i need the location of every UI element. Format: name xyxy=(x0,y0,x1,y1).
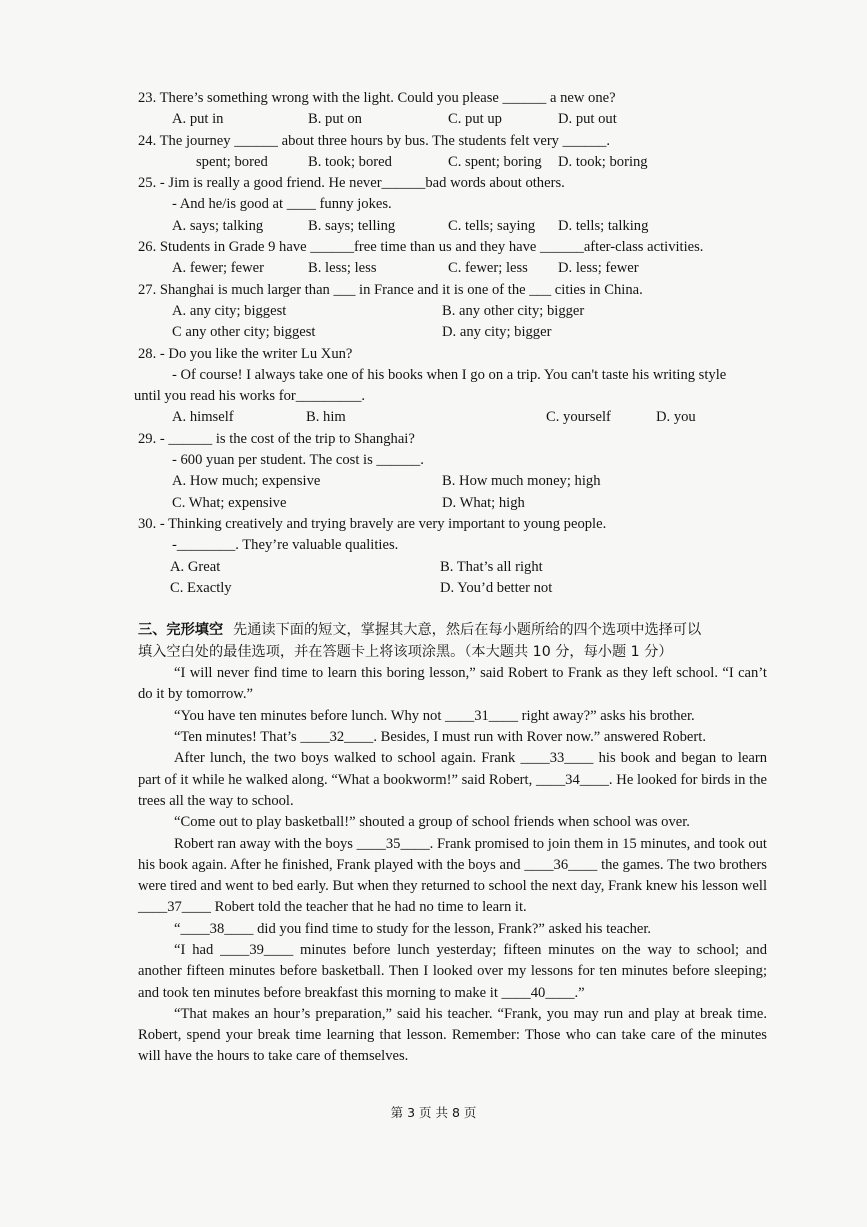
option: D. tells; talking xyxy=(558,217,649,234)
question-28-reply-cont: until you read his works for_________. xyxy=(134,388,366,405)
page-number: 第 3 页 共 8 页 xyxy=(390,1105,477,1120)
option: D. you xyxy=(656,409,696,426)
option: spent; bored xyxy=(196,153,268,170)
option: A. Great xyxy=(170,558,221,575)
question-24-stem: 24. The journey ______ about three hours by bus. The students felt very ______. xyxy=(138,132,611,149)
question-28-options xyxy=(138,407,767,428)
question-27-stem: 27. Shanghai is much larger than ___ in France and it is one of the ___ cities in China. xyxy=(138,281,643,298)
passage-paragraph: “That makes an hour’s preparation,” said his teacher. “Frank, you may run and play at break time. Robert, spend your break time learning that lesson. Remember: Those who can take care of the minutes will have the hours to take care of themselves. xyxy=(138,1005,767,1065)
option: D. You’d better not xyxy=(440,579,553,596)
option: B. How much money; high xyxy=(442,473,601,490)
option: D. less; fewer xyxy=(558,260,639,277)
option: A. fewer; fewer xyxy=(172,260,264,277)
option: D. any city; bigger xyxy=(442,324,552,341)
option: A. himself xyxy=(172,409,234,426)
section-title: 三、完形填空 xyxy=(138,622,224,639)
option: C. spent; boring xyxy=(448,153,542,170)
question-29-stem: 29. - ______ is the cost of the trip to Shanghai? xyxy=(138,430,415,447)
passage-paragraph: After lunch, the two boys walked to school again. Frank ____33____ his book and began to learn part of it while he walked along. “What a bookworm!” said Robert, ____34____. He looked for birds in the trees all the way to school. xyxy=(138,750,767,809)
option: C. fewer; less xyxy=(448,260,528,277)
question-26-stem: 26. Students in Grade 9 have ______free time than us and they have ______after-class activities. xyxy=(138,239,704,256)
option: C. put up xyxy=(448,111,502,128)
option: A. says; talking xyxy=(172,217,264,234)
section-cloze-heading xyxy=(138,619,767,641)
option: A. any city; biggest xyxy=(172,302,287,319)
option: A. put in xyxy=(172,111,224,128)
question-30-reply: -________. They’re valuable qualities. xyxy=(172,537,399,554)
option: A. How much; expensive xyxy=(172,473,321,490)
option: B. less; less xyxy=(308,260,377,277)
passage-paragraph: “I will never find time to learn this boring lesson,” said Robert to Frank as they left school. “I can’t do it by tomorrow.” xyxy=(138,665,767,703)
option: B. That’s all right xyxy=(440,558,543,575)
option: C. yourself xyxy=(546,409,611,426)
passage-paragraph: Robert ran away with the boys ____35____. Frank promised to join them in 15 minutes, and took out his book again. After he finished, Frank played with the boys and ____36____ the games. The two brothers were tired and went to bed early. But when they returned to school the next day, Frank knew his lesson well ____37____ Robert told the teacher that he had no time to learn it. xyxy=(138,835,767,916)
option: B. any other city; bigger xyxy=(442,302,585,319)
passage-paragraph: “Ten minutes! That’s ____32____. Besides, I must run with Rover now.” answered Robert. xyxy=(174,729,706,746)
question-23-options xyxy=(138,109,767,130)
option: C. tells; saying xyxy=(448,217,536,234)
question-24-options xyxy=(138,152,767,173)
option: D. put out xyxy=(558,111,617,128)
question-27-options xyxy=(138,301,767,344)
question-29-reply: - 600 yuan per student. The cost is ______. xyxy=(172,452,424,469)
option: D. took; boring xyxy=(558,153,648,170)
question-28-reply: - Of course! I always take one of his books when I go on a trip. You can't taste his writing style xyxy=(172,366,727,383)
section-cloze-heading-2 xyxy=(138,641,767,663)
question-23-stem: 23. There’s something wrong with the light. Could you please ______ a new one? xyxy=(138,90,616,106)
question-28-stem: 28. - Do you like the writer Lu Xun? xyxy=(138,345,353,362)
section-instructions-cont: 填入空白处的最佳选项，并在答题卡上将该项涂黑。（本大题共 10 分，每小题 1 分） xyxy=(138,644,673,661)
question-29-options xyxy=(138,471,767,514)
question-26-options xyxy=(138,258,767,279)
passage-paragraph: “Come out to play basketball!” shouted a group of school friends when school was over. xyxy=(174,814,690,831)
option: B. took; bored xyxy=(308,153,392,170)
option: C. Exactly xyxy=(170,579,232,596)
option: B. him xyxy=(306,409,346,426)
option: B. says; telling xyxy=(308,217,396,234)
option: C any other city; biggest xyxy=(172,324,316,341)
option: B. put on xyxy=(308,111,362,128)
question-25-stem: 25. - Jim is really a good friend. He never______bad words about others. xyxy=(138,175,565,192)
passage-paragraph: “You have ten minutes before lunch. Why not ____31____ right away?” asks his brother. xyxy=(174,707,695,724)
question-30-stem: 30. - Thinking creatively and trying bravely are very important to young people. xyxy=(138,515,607,532)
passage-paragraph: “____38____ did you find time to study for the lesson, Frank?” asked his teacher. xyxy=(174,920,652,937)
question-30-options xyxy=(138,557,767,600)
passage-paragraph: “I had ____39____ minutes before lunch yesterday; fifteen minutes on the way to school; and another fifteen minutes before basketball. Then I looked over my lessons for ten minutes before sleeping; and took ten minutes before breakfast this morning to make it ____40____.” xyxy=(138,941,767,1001)
cloze-passage xyxy=(138,663,767,1068)
section-instructions: 先通读下面的短文，掌握其大意，然后在每小题所给的四个选项中选择可以 xyxy=(233,622,702,639)
question-25-reply: - And he/is good at ____ funny jokes. xyxy=(172,196,392,213)
question-25-options xyxy=(138,216,767,237)
option: D. What; high xyxy=(442,494,525,511)
option: C. What; expensive xyxy=(172,494,287,511)
